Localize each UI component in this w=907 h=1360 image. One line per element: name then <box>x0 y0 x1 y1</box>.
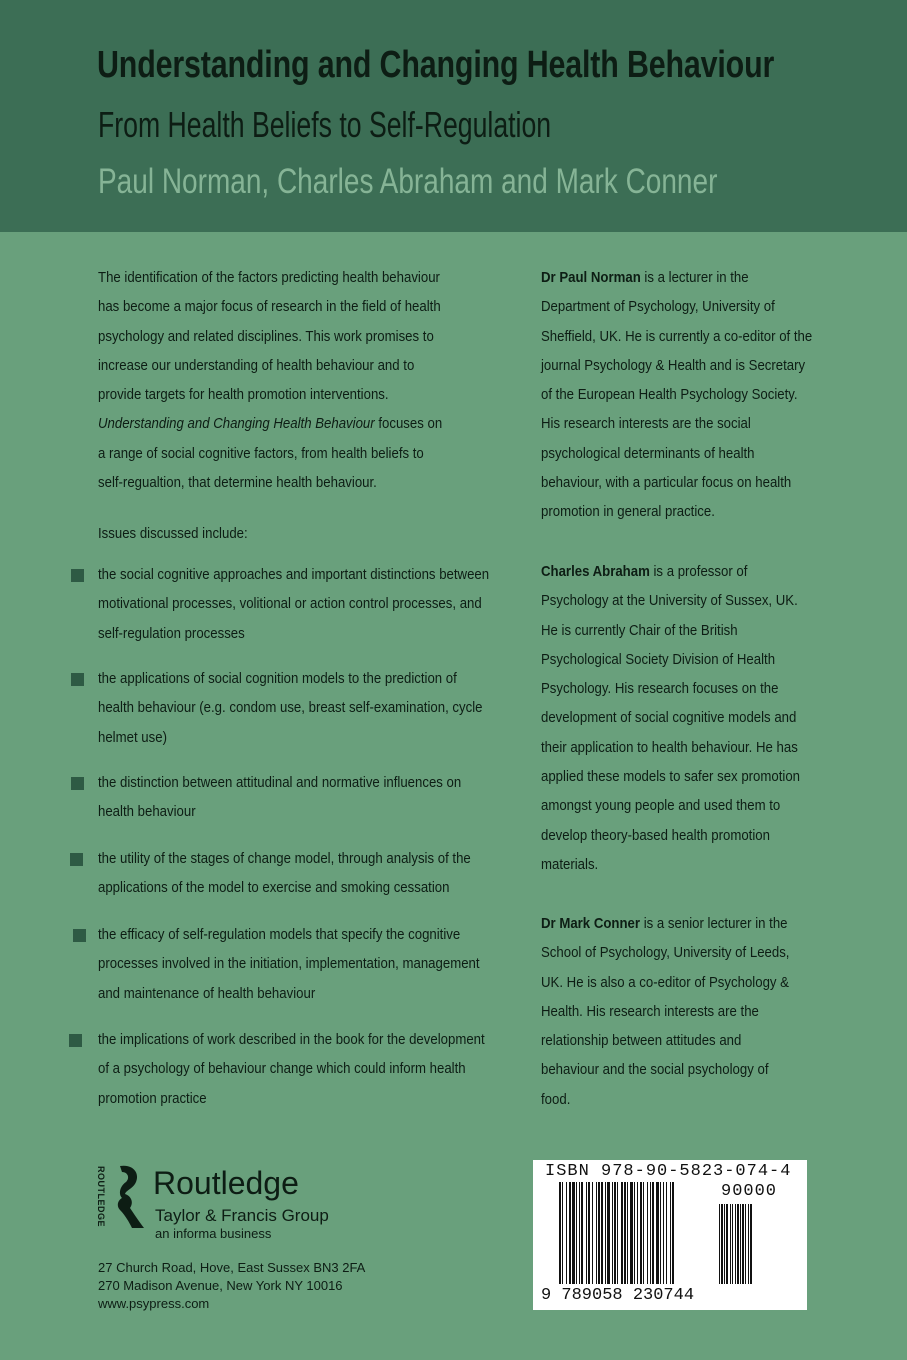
barcode-bar <box>605 1182 606 1284</box>
barcode-bar <box>588 1182 590 1284</box>
bio-name: Dr Paul Norman <box>541 269 641 286</box>
bullet-square <box>73 929 86 942</box>
barcode-bar <box>650 1182 651 1284</box>
barcode-bar <box>742 1204 744 1284</box>
barcode-bar <box>566 1182 567 1284</box>
book-title: Understanding and Changing Health Behaviour <box>97 44 775 86</box>
barcode-bar <box>592 1182 593 1284</box>
bio-name: Dr Mark Conner <box>541 915 641 932</box>
bio-name: Charles Abraham <box>541 563 650 580</box>
barcode-bar <box>647 1182 648 1284</box>
barcode-bar <box>640 1182 642 1284</box>
issue-item: the social cognitive approaches and important distinctions between motivational processes, volitional or action control processes, and self-regulation processes <box>98 566 490 642</box>
barcode-bar <box>652 1182 654 1284</box>
issue-item: the implications of work described in the book for the development of a psychology of behaviour change which could inform health promotion practice <box>98 1031 485 1107</box>
barcode-bar <box>579 1182 580 1284</box>
barcode-bar <box>748 1204 749 1284</box>
intro-para1: The identification of the factors predicting health behaviour has become a major focus of research in the field of health psychology and related disciplines. This work promises to increase our understanding of health behaviour and to provide targets for health promotion interventions. <box>98 269 441 404</box>
bullet-square <box>71 569 84 582</box>
intro-para2: focuses on a range of social cognitive factors, from health beliefs to self-regualtion, that determine health behaviour. <box>98 415 443 492</box>
barcode-bar <box>730 1204 731 1284</box>
barcode-bar <box>719 1204 720 1284</box>
barcode-bar <box>721 1204 723 1284</box>
issue-item: the efficacy of self-regulation models that specify the cognitive processes involved in the initiation, implementation, management and maintenance of health behaviour <box>98 926 480 1002</box>
issue-item: the distinction between attitudinal and normative influences on health behaviour <box>98 774 462 821</box>
barcode-bar <box>750 1204 752 1284</box>
barcode-bar <box>634 1182 635 1284</box>
routledge-logo-icon <box>98 1162 148 1232</box>
barcode-bar <box>621 1182 623 1284</box>
barcode-bar <box>637 1182 638 1284</box>
barcode-bar <box>612 1182 613 1284</box>
barcode-bar <box>607 1182 610 1284</box>
barcode-bar <box>735 1204 736 1284</box>
barcode-bar <box>643 1182 644 1284</box>
intro-text <box>98 263 450 497</box>
isbn-text: ISBN 978-90-5823-074-4 <box>545 1162 792 1181</box>
barcode-bar <box>586 1182 587 1284</box>
publisher-name: Routledge <box>153 1165 299 1201</box>
barcode-bar <box>601 1182 603 1284</box>
bullet-square <box>71 777 84 790</box>
bio-charles-abraham <box>541 557 816 879</box>
book-authors: Paul Norman, Charles Abraham and Mark Conner <box>98 162 718 201</box>
barcode-bar <box>672 1182 674 1284</box>
publisher-informa: an informa business <box>155 1226 272 1241</box>
bio-text: is a senior lecturer in the School of Psychology, University of Leeds, UK. He is also a co-editor of Psychology & Health. His research interests are the relationship between attitudes and behaviour and the social psychology of food. <box>541 915 790 1108</box>
bio-paul-norman <box>541 263 814 527</box>
barcode-bar <box>562 1182 563 1284</box>
barcode-bar <box>569 1182 571 1284</box>
barcode-box <box>533 1160 807 1310</box>
barcode-bar <box>617 1182 618 1284</box>
issue-item: the applications of social cognition models to the prediction of health behaviour (e.g. condom use, breast self-examination, cycle helmet use) <box>98 670 483 746</box>
barcode-bar <box>666 1182 667 1284</box>
barcode-bar <box>596 1182 597 1284</box>
barcode-bar <box>576 1182 577 1284</box>
publisher-website: www.psypress.com <box>98 1296 210 1311</box>
book-subtitle: From Health Beliefs to Self-Regulation <box>98 104 552 145</box>
barcode-bar <box>745 1204 746 1284</box>
barcode-bar <box>670 1182 671 1284</box>
price-code: 90000 <box>721 1182 778 1201</box>
barcode-bar <box>559 1182 561 1284</box>
publisher-group: Taylor & Francis Group <box>155 1206 329 1225</box>
barcode-bar <box>627 1182 628 1284</box>
barcode-bar <box>724 1204 725 1284</box>
bullet-square <box>69 1034 82 1047</box>
bio-text: is a lecturer in the Department of Psychology, University of Sheffield, UK. He is currently a co-editor of the journal Psychology & Health and is Secretary of the European Health Psychology Society. His research interests are the social psychological determinants of health behaviour, with a particular focus on health promotion in general practice. <box>541 269 813 521</box>
routledge-vertical-text: ROUTLEDGE <box>96 1166 106 1228</box>
issues-heading: Issues discussed include: <box>98 525 248 542</box>
barcode-bar <box>614 1182 616 1284</box>
barcode-bar <box>598 1182 600 1284</box>
bullet-square <box>70 853 83 866</box>
barcode-bar <box>660 1182 661 1284</box>
barcode-bar <box>726 1204 728 1284</box>
bio-text: is a professor of Psychology at the University of Sussex, UK. He is currently Chair of the British Psychological Society Division of Health Psychology. His research focuses on the development of social cognitive models and their application to health behaviour. He has applied these models to safer sex promotion amongst young people and used them to develop theory-based health promotion materials. <box>541 563 801 873</box>
barcode-bar <box>732 1204 733 1284</box>
barcode-bar <box>663 1182 664 1284</box>
barcode-bar <box>737 1204 739 1284</box>
publisher-address-uk: 27 Church Road, Hove, East Sussex BN3 2FA <box>98 1260 366 1275</box>
barcode-bar <box>630 1182 633 1284</box>
intro-book-title: Understanding and Changing Health Behaviour <box>98 415 375 433</box>
barcode-bar <box>572 1182 575 1284</box>
bio-mark-conner <box>541 909 798 1114</box>
barcode-bar <box>624 1182 626 1284</box>
barcode-bar <box>581 1182 583 1284</box>
barcode-bar <box>656 1182 659 1284</box>
issue-item: the utility of the stages of change model, through analysis of the applications of the model to exercise and smoking cessation <box>98 850 471 897</box>
barcode-number: 9 789058 230744 <box>541 1286 695 1305</box>
bullet-square <box>71 673 84 686</box>
publisher-address-us: 270 Madison Avenue, New York NY 10016 <box>98 1278 343 1293</box>
barcode-bar <box>740 1204 741 1284</box>
